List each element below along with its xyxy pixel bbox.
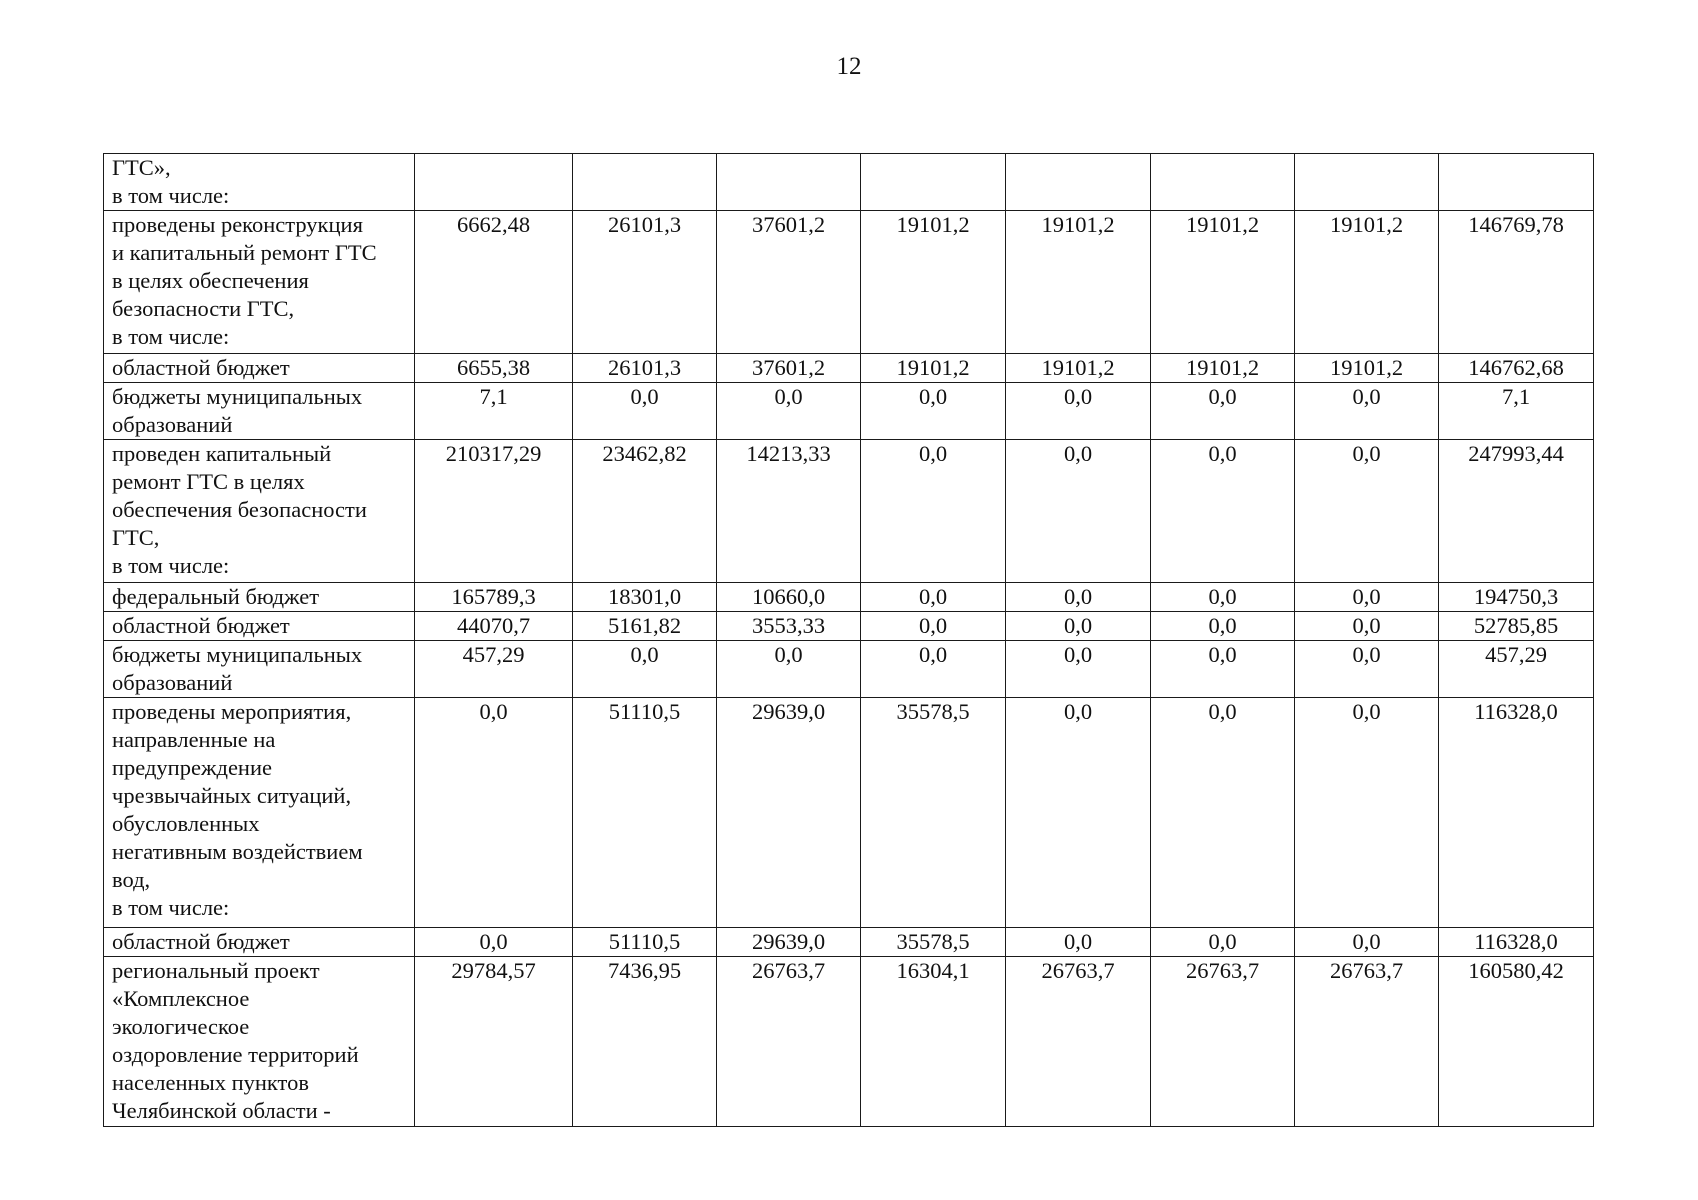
row-value: 35578,5: [861, 698, 1006, 928]
row-value: 0,0: [1151, 928, 1295, 957]
row-value: 10660,0: [717, 583, 861, 612]
row-value: 0,0: [1295, 383, 1439, 440]
row-label: бюджеты муниципальных образований: [104, 383, 415, 440]
row-value: 19101,2: [1151, 211, 1295, 354]
row-value: 457,29: [415, 641, 573, 698]
row-value: 0,0: [717, 383, 861, 440]
row-value: 19101,2: [861, 354, 1006, 383]
row-value: 0,0: [1006, 612, 1151, 641]
row-label: проведен капитальный ремонт ГТС в целях обеспечения безопасности ГТС, в том числе:: [104, 440, 415, 583]
page-number: 12: [836, 53, 862, 80]
table-row: [104, 583, 1594, 612]
budget-table: [103, 153, 1594, 1127]
row-value: 0,0: [861, 583, 1006, 612]
row-value: 0,0: [1006, 928, 1151, 957]
table-row: [104, 383, 1594, 440]
table-row: [104, 612, 1594, 641]
row-value: 146769,78: [1439, 211, 1594, 354]
row-value: 26763,7: [717, 957, 861, 1127]
row-value: 51110,5: [573, 698, 717, 928]
row-value: 0,0: [415, 698, 573, 928]
row-value: 35578,5: [861, 928, 1006, 957]
row-value: 160580,42: [1439, 957, 1594, 1127]
row-label: областной бюджет: [104, 928, 415, 957]
row-value: 0,0: [1151, 612, 1295, 641]
row-value: 7436,95: [573, 957, 717, 1127]
row-value: 29784,57: [415, 957, 573, 1127]
table-row: [104, 928, 1594, 957]
row-value: 19101,2: [1006, 211, 1151, 354]
row-value: 457,29: [1439, 641, 1594, 698]
row-value: 29639,0: [717, 698, 861, 928]
row-label: областной бюджет: [104, 612, 415, 641]
row-value: 0,0: [1151, 698, 1295, 928]
row-value: 0,0: [1006, 383, 1151, 440]
row-value: 26101,3: [573, 211, 717, 354]
row-value: [1151, 154, 1295, 211]
row-label: проведены реконструкция и капитальный ремонт ГТС в целях обеспечения безопасности ГТС, в том числе:: [104, 211, 415, 354]
row-value: 0,0: [861, 641, 1006, 698]
row-value: 0,0: [1295, 612, 1439, 641]
row-value: 0,0: [1006, 641, 1151, 698]
row-value: 19101,2: [1151, 354, 1295, 383]
row-value: 19101,2: [1295, 211, 1439, 354]
row-value: [1295, 154, 1439, 211]
row-value: 0,0: [573, 383, 717, 440]
row-value: 37601,2: [717, 211, 861, 354]
table-row: [104, 354, 1594, 383]
row-label: федеральный бюджет: [104, 583, 415, 612]
table-row: [104, 641, 1594, 698]
row-label: региональный проект «Комплексное экологическое оздоровление территорий населенных пунктов Челябинской области -: [104, 957, 415, 1127]
row-label: проведены мероприятия, направленные на предупреждение чрезвычайных ситуаций, обусловленных негативным воздействием вод, в том числе:: [104, 698, 415, 928]
row-value: [717, 154, 861, 211]
row-value: 0,0: [1295, 641, 1439, 698]
row-value: 0,0: [1295, 440, 1439, 583]
row-value: 0,0: [861, 612, 1006, 641]
row-value: 26763,7: [1151, 957, 1295, 1127]
table-row: [104, 957, 1594, 1127]
row-value: 19101,2: [1006, 354, 1151, 383]
row-value: 116328,0: [1439, 928, 1594, 957]
row-value: [1006, 154, 1151, 211]
row-value: 0,0: [861, 440, 1006, 583]
row-label: ГТС», в том числе:: [104, 154, 415, 211]
row-value: [573, 154, 717, 211]
row-value: 0,0: [861, 383, 1006, 440]
row-value: 146762,68: [1439, 354, 1594, 383]
row-value: 26101,3: [573, 354, 717, 383]
row-value: 247993,44: [1439, 440, 1594, 583]
row-value: 26763,7: [1295, 957, 1439, 1127]
row-value: 6655,38: [415, 354, 573, 383]
row-value: 0,0: [1151, 641, 1295, 698]
row-value: 18301,0: [573, 583, 717, 612]
row-value: 0,0: [1006, 440, 1151, 583]
row-value: 51110,5: [573, 928, 717, 957]
table-row: [104, 440, 1594, 583]
row-value: 0,0: [1295, 928, 1439, 957]
row-value: 26763,7: [1006, 957, 1151, 1127]
row-value: 19101,2: [861, 211, 1006, 354]
row-value: 0,0: [1151, 583, 1295, 612]
row-value: 0,0: [1295, 698, 1439, 928]
row-value: 0,0: [1151, 383, 1295, 440]
row-value: 6662,48: [415, 211, 573, 354]
row-value: 23462,82: [573, 440, 717, 583]
row-value: 3553,33: [717, 612, 861, 641]
row-label: бюджеты муниципальных образований: [104, 641, 415, 698]
row-value: 29639,0: [717, 928, 861, 957]
row-value: 16304,1: [861, 957, 1006, 1127]
row-value: [415, 154, 573, 211]
row-value: 194750,3: [1439, 583, 1594, 612]
table-row: [104, 154, 1594, 211]
row-value: 37601,2: [717, 354, 861, 383]
table-row: [104, 211, 1594, 354]
row-value: 210317,29: [415, 440, 573, 583]
row-value: 7,1: [415, 383, 573, 440]
row-value: 0,0: [415, 928, 573, 957]
row-value: 116328,0: [1439, 698, 1594, 928]
row-value: 19101,2: [1295, 354, 1439, 383]
row-value: 0,0: [573, 641, 717, 698]
row-label: областной бюджет: [104, 354, 415, 383]
row-value: 0,0: [1151, 440, 1295, 583]
row-value: [1439, 154, 1594, 211]
row-value: 5161,82: [573, 612, 717, 641]
table-row: [104, 698, 1594, 928]
row-value: 44070,7: [415, 612, 573, 641]
row-value: [861, 154, 1006, 211]
row-value: 0,0: [1006, 698, 1151, 928]
row-value: 165789,3: [415, 583, 573, 612]
row-value: 52785,85: [1439, 612, 1594, 641]
row-value: 7,1: [1439, 383, 1594, 440]
row-value: 0,0: [1006, 583, 1151, 612]
row-value: 14213,33: [717, 440, 861, 583]
row-value: 0,0: [717, 641, 861, 698]
row-value: 0,0: [1295, 583, 1439, 612]
